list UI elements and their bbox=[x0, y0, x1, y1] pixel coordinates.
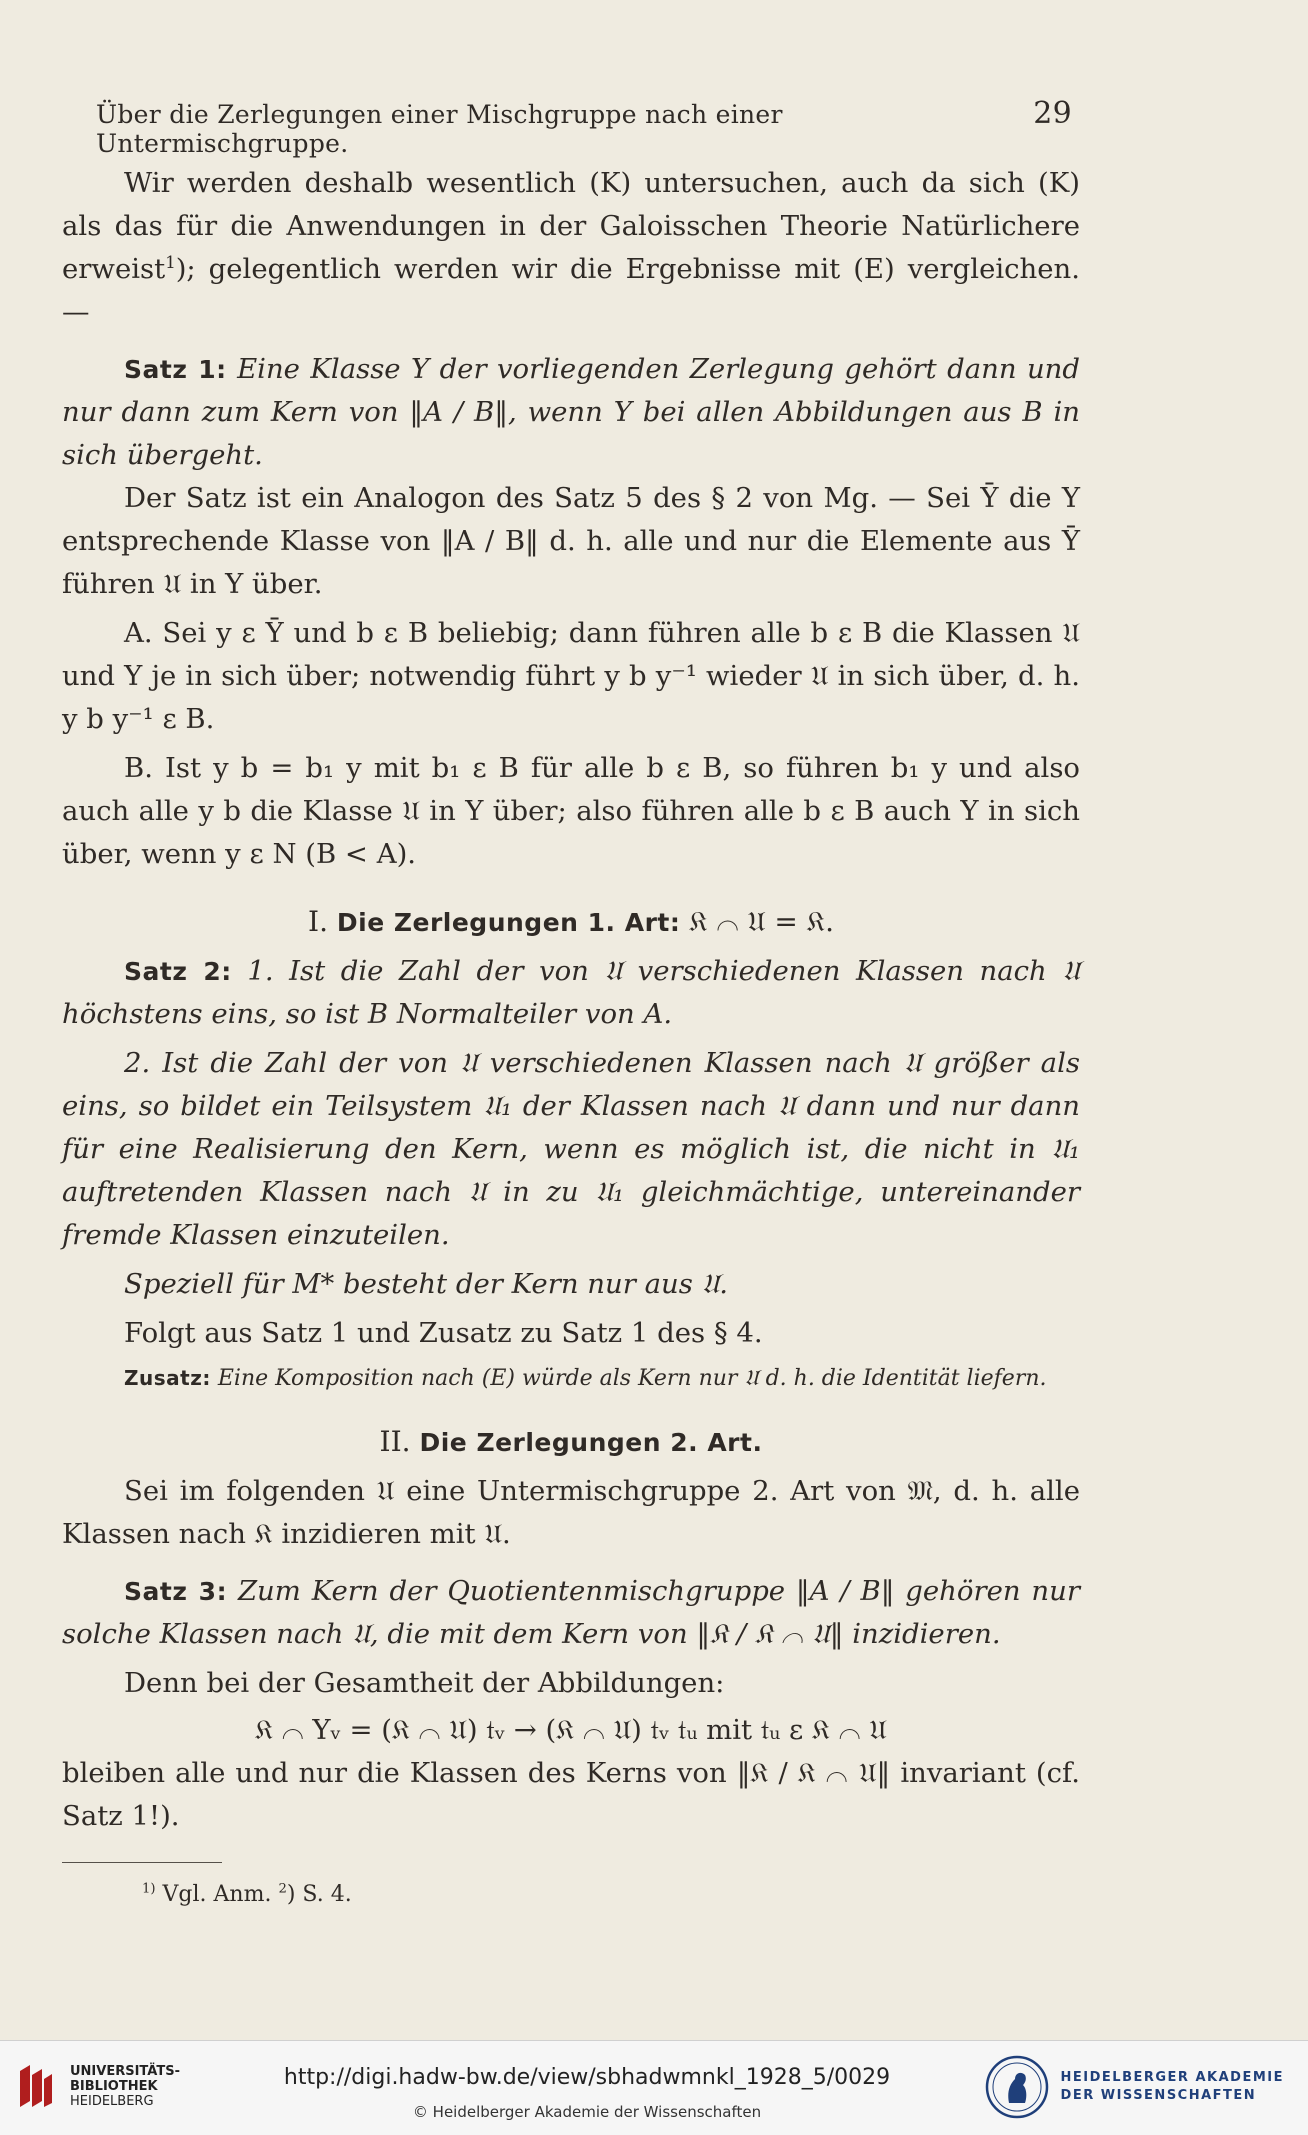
section-2-intro: Sei im folgenden 𝔘 eine Untermischgruppe 2. Art von 𝔐, d. h. alle Klassen nach 𝔎 inzidieren mit 𝔘. bbox=[62, 1475, 1080, 1550]
satz-2-proof: Folgt aus Satz 1 und Zusatz zu Satz 1 des § 4. bbox=[124, 1317, 763, 1349]
academy-name: HEIDELBERGER AKADEMIE DER WISSENSCHAFTEN bbox=[1060, 2070, 1284, 2103]
intro-paragraph: Wir werden deshalb wesentlich (K) untersuchen, auch da sich (K) als das für die Anwendungen in der Galoisschen Theorie Natürlichere erweist$^1$); gelegentlich werden wir die Ergebnisse mit (E) vergleichen. — bbox=[62, 167, 1080, 328]
mapping-formula: 𝔎 ⌒ Yᵥ = (𝔎 ⌒ 𝔘) 𝔱ᵥ → (𝔎 ⌒ 𝔘) 𝔱ᵥ 𝔱ᵤ mit 𝔱ᵤ ε 𝔎 ⌒ 𝔘 bbox=[255, 1714, 887, 1746]
running-header bbox=[96, 96, 1072, 158]
section-2-title: Die Zerlegungen 2. Art. bbox=[419, 1428, 763, 1457]
viewer-footer bbox=[0, 2040, 1308, 2135]
satz-2-label: Satz 2: bbox=[124, 957, 232, 986]
copyright-notice: © Heidelberger Akademie der Wissenschaften bbox=[412, 2103, 762, 2121]
satz-2-special: Speziell für M* besteht der Kern nur aus 𝔘. bbox=[124, 1268, 728, 1300]
library-name: UNIVERSITÄTS- BIBLIOTHEK HEIDELBERG bbox=[70, 2063, 180, 2109]
footnote-reference: 1 bbox=[165, 252, 176, 272]
satz-3: Satz 3: Zum Kern der Quotientenmischgruppe ‖A / B‖ gehören nur solche Klassen nach 𝔘, die mit dem Kern von ‖𝔎 / 𝔎 ⌒ 𝔘‖ inzidieren. bbox=[62, 1575, 1080, 1650]
zusatz-label: Zusatz: bbox=[124, 1366, 211, 1390]
satz-3-proof-end: bleiben alle und nur die Klassen des Kerns von ‖𝔎 / 𝔎 ⌒ 𝔘‖ invariant (cf. Satz 1!). bbox=[62, 1757, 1080, 1832]
footnote-rule bbox=[62, 1862, 222, 1863]
satz-2-part-2: 2. Ist die Zahl der von 𝔘 verschiedenen Klassen nach 𝔘 größer als eins, so bildet ein Teilsystem 𝔘₁ der Klassen nach 𝔘 dann und nur dann für eine Realisierung den Kern, wenn es möglich ist, die nicht in 𝔘₁ auftretenden Klassen nach 𝔘 in zu 𝔘₁ gleichmächtige, untereinander fremde Klassen einzuteilen. bbox=[62, 1047, 1080, 1251]
page-number: 29 bbox=[1033, 96, 1072, 131]
satz-1-label: Satz 1: bbox=[124, 355, 227, 384]
section-1-formula: 𝔎 ⌒ 𝔘 = 𝔎. bbox=[689, 905, 834, 938]
proof-part-a: A. Sei y ε Ȳ und b ε B beliebig; dann führen alle b ε B die Klassen 𝔘 und Y je in sich über; notwendig führt y b y⁻¹ wieder 𝔘 in sich über, d. h. y b y⁻¹ ε B. bbox=[62, 617, 1080, 735]
satz-2-part-1: Satz 2: 1. Ist die Zahl der von 𝔘 verschiedenen Klassen nach 𝔘 höchstens eins, so ist B Normalteiler von A. bbox=[62, 955, 1081, 1030]
academy-branding[interactable] bbox=[985, 2055, 1284, 2119]
section-1-title: Die Zerlegungen 1. Art: bbox=[336, 908, 681, 937]
section-heading-1: I. Die Zerlegungen 1. Art: 𝔎 ⌒ 𝔘 = 𝔎. bbox=[308, 905, 834, 938]
zusatz: Zusatz: Eine Komposition nach (E) würde als Kern nur 𝔘 d. h. die Identität liefern. bbox=[124, 1366, 1047, 1391]
running-title: Über die Zerlegungen einer Mischgruppe nach einer Untermischgruppe. bbox=[96, 100, 783, 158]
permalink-url[interactable]: http://digi.hadw-bw.de/view/sbhadwmnkl_1928_5/0029 bbox=[283, 2065, 891, 2090]
library-branding[interactable] bbox=[16, 2061, 180, 2111]
proof-part-b: B. Ist y b = b₁ y mit b₁ ε B für alle b ε B, so führen b₁ y und also auch alle y b die Klasse 𝔘 in Y über; also führen alle b ε B auch Y in sich über, wenn y ε N (B < A). bbox=[62, 752, 1080, 870]
proof-paragraph: Der Satz ist ein Analogon des Satz 5 des § 2 von Mg. — Sei Ȳ die Y entsprechende Klasse von ‖A / B‖ d. h. alle und nur die Elemente aus Ȳ führen 𝔘 in Y über. bbox=[62, 482, 1080, 600]
page-body bbox=[62, 162, 1080, 1916]
section-heading-2: II. Die Zerlegungen 2. Art. bbox=[379, 1425, 763, 1458]
satz-3-proof-intro: Denn bei der Gesamtheit der Abbildungen: bbox=[124, 1667, 725, 1699]
satz-3-label: Satz 3: bbox=[124, 1577, 228, 1606]
academy-seal-icon bbox=[985, 2055, 1049, 2119]
satz-1 bbox=[62, 348, 1080, 477]
footnote: $^{1)}$ Vgl. Anm. $^2$) S. 4. bbox=[142, 1881, 352, 1907]
library-logo-icon bbox=[16, 2061, 56, 2111]
satz-1-text: Eine Klasse Y der vorliegenden Zerlegung gehört dann und nur dann zum Kern von ‖A / B‖, wenn Y bei allen Abbildungen aus B in sich übergeht. bbox=[62, 353, 1080, 471]
